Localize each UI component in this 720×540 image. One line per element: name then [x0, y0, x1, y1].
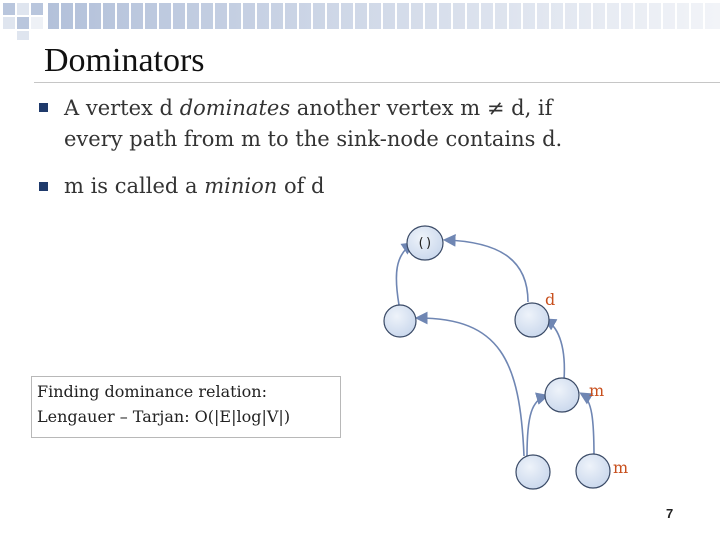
edge-m-to-d — [546, 320, 564, 380]
bullet-text: A vertex d — [64, 96, 180, 120]
bullet-emphasis: minion — [204, 174, 278, 198]
root-node-label: () — [417, 236, 433, 251]
edge-left-to-root — [396, 244, 412, 305]
edge-d-to-root — [446, 240, 528, 302]
bullet-text: m is called a — [64, 174, 205, 198]
edge-bottom-to-m — [527, 396, 546, 456]
node-label-d: d — [545, 290, 556, 309]
graph-node-d — [515, 303, 549, 337]
slide-title: Dominators — [44, 42, 205, 79]
bullet-emphasis: dominates — [179, 96, 291, 120]
graph-node-m2 — [576, 454, 610, 488]
bullet-text: of d — [277, 174, 325, 198]
edge-bottom-to-left — [418, 318, 524, 456]
note-line: Lengauer – Tarjan: O(|E|log|V|) — [37, 407, 291, 426]
note-line: Finding dominance relation: — [37, 382, 267, 401]
bullet-text: another vertex m ≠ d, if — [290, 96, 553, 120]
node-label-m: m — [589, 381, 605, 400]
page-number: 7 — [666, 506, 674, 521]
edge-m2-to-m — [582, 394, 594, 457]
graph-node-bottom — [516, 455, 550, 489]
note-box — [31, 376, 341, 438]
graph-node-left — [384, 305, 416, 337]
bullet-text: every path from m to the sink-node contains d. — [64, 127, 563, 151]
node-label-m2: m — [613, 458, 629, 477]
graph-node-m — [545, 378, 579, 412]
